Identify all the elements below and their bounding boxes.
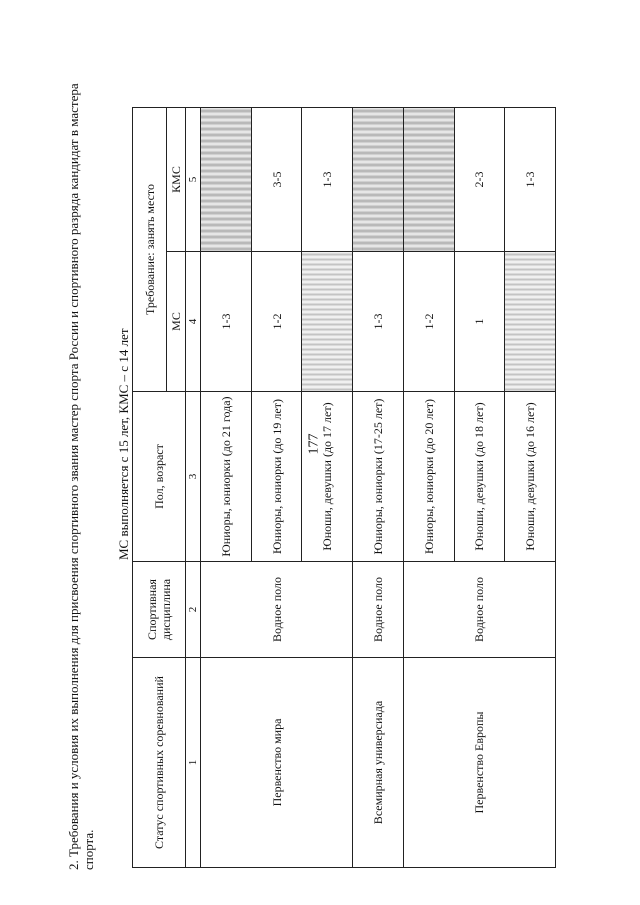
discipline-cell: Водное поло bbox=[201, 562, 353, 658]
age-note: МС выполняется с 15 лет, КМС – с 14 лет bbox=[116, 328, 131, 560]
index-cell: 4 bbox=[186, 252, 201, 392]
requirements-table-wrapper bbox=[132, 108, 556, 868]
table-row bbox=[353, 108, 404, 868]
sex-age-cell: Юниоры, юниорки (до 21 года) bbox=[201, 392, 252, 562]
sex-age-cell: Юноши, девушки (до 17 лет) bbox=[302, 392, 353, 562]
ms-cell bbox=[302, 252, 353, 392]
status-cell: Первенство мира bbox=[201, 658, 353, 868]
kms-cell: 1-3 bbox=[505, 108, 556, 252]
kms-cell: 3-5 bbox=[251, 108, 302, 252]
ms-cell bbox=[505, 252, 556, 392]
index-cell: 2 bbox=[186, 562, 201, 658]
kms-cell: 1-3 bbox=[302, 108, 353, 252]
ms-cell: 1-2 bbox=[403, 252, 454, 392]
page-number: 177 bbox=[306, 433, 322, 455]
status-cell: Всемирная универсиада bbox=[353, 658, 404, 868]
header-status: Статус спортивных соревнований bbox=[133, 658, 186, 868]
index-cell: 3 bbox=[186, 392, 201, 562]
kms-cell bbox=[353, 108, 404, 252]
status-cell: Первенство Европы bbox=[403, 658, 555, 868]
index-cell: 5 bbox=[186, 108, 201, 252]
sex-age-cell: Юноши, девушки (до 18 лет) bbox=[454, 392, 505, 562]
sex-age-cell: Юниоры, юниорки (до 20 лет) bbox=[403, 392, 454, 562]
table-row bbox=[201, 108, 252, 868]
sex-age-cell: Юноши, девушки (до 16 лет) bbox=[505, 392, 556, 562]
document-heading: 2. Требования и условия их выполнения для присвоения спортивного звания мастер спорта России и спортивного разряда кандидат в мастера спорта. bbox=[66, 83, 96, 870]
kms-cell bbox=[201, 108, 252, 252]
ms-cell: 1-3 bbox=[201, 252, 252, 392]
index-cell: 1 bbox=[186, 658, 201, 868]
header-discipline: Спортивная дисциплина bbox=[133, 562, 186, 658]
table-row bbox=[403, 108, 454, 868]
header-kms: КМС bbox=[167, 108, 186, 252]
ms-cell: 1-2 bbox=[251, 252, 302, 392]
header-ms: МС bbox=[167, 252, 186, 392]
ms-cell: 1 bbox=[454, 252, 505, 392]
kms-cell: 2-3 bbox=[454, 108, 505, 252]
discipline-cell: Водное поло bbox=[403, 562, 555, 658]
ms-cell: 1-3 bbox=[353, 252, 404, 392]
kms-cell bbox=[403, 108, 454, 252]
header-sex-age: Пол, возраст bbox=[133, 392, 186, 562]
sex-age-cell: Юниоры, юниорки (до 19 лет) bbox=[251, 392, 302, 562]
sex-age-cell: Юниоры, юниорки (17-25 лет) bbox=[353, 392, 404, 562]
requirements-table bbox=[132, 107, 556, 868]
discipline-cell: Водное поло bbox=[353, 562, 404, 658]
header-requirement: Требование: занять место bbox=[133, 108, 167, 392]
